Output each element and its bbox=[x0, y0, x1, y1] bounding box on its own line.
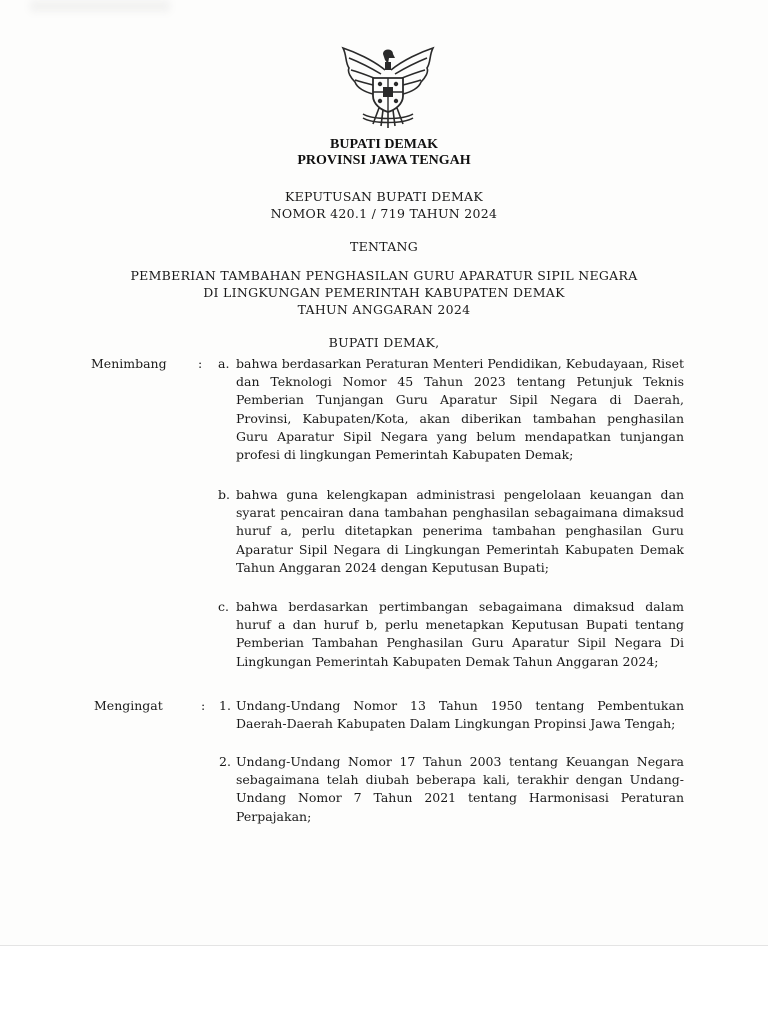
decree-number: NOMOR 420.1 / 719 TAHUN 2024 bbox=[270, 206, 498, 221]
considering-colon: : bbox=[198, 356, 203, 371]
decree-subject-line-1: PEMBERIAN TAMBAHAN PENGHASILAN GURU APARATUR SIPIL NEGARA bbox=[130, 268, 638, 283]
decree-title: KEPUTUSAN BUPATI DEMAK bbox=[284, 189, 484, 204]
recalling-item-2-text: Undang-Undang Nomor 17 Tahun 2003 tentang Keuangan Negara sebagaimana telah diubah beberapa kali, terakhir dengan Undang-Undang Nomor 7 Tahun 2021 tentang Harmonisasi Peraturan Perpajakan; bbox=[236, 754, 684, 824]
decree-subject-line-2: DI LINGKUNGAN PEMERINTAH KABUPATEN DEMAK bbox=[203, 285, 565, 300]
page-edge bbox=[0, 945, 768, 946]
garuda-emblem-icon bbox=[333, 40, 443, 132]
regent-heading: BUPATI DEMAK bbox=[330, 137, 438, 152]
scan-smudge bbox=[30, 0, 170, 12]
recalling-colon: : bbox=[201, 698, 206, 713]
considering-item-b-text: bahwa guna kelengkapan administrasi pengelolaan keuangan dan syarat pencairan dana tambahan penghasilan sebagaimana dimaksud huruf a, perlu ditetapkan penerima tambahan penghasilan Guru Aparatur Sipil Negara di Lingkungan Pemerintah Kabupaten Demak Tahun Anggaran 2024 dengan Keputusan Bupati; bbox=[236, 487, 684, 575]
considering-item-c-mark: c. bbox=[218, 599, 229, 614]
considering-item-b-mark: b. bbox=[218, 487, 230, 502]
recalling-item-1-mark: 1. bbox=[219, 698, 231, 713]
decree-about: TENTANG bbox=[349, 239, 419, 254]
decree-issuer: BUPATI DEMAK, bbox=[328, 335, 440, 350]
province-heading: PROVINSI JAWA TENGAH bbox=[297, 153, 471, 168]
decree-subject-line-3: TAHUN ANGGARAN 2024 bbox=[297, 302, 471, 317]
recalling-label: Mengingat bbox=[94, 698, 163, 713]
recalling-item-2-mark: 2. bbox=[219, 754, 231, 769]
considering-item-a-text: bahwa berdasarkan Peraturan Menteri Pendidikan, Kebudayaan, Riset dan Teknologi Nomor 45 Tahun 2023 tentang Petunjuk Teknis Pemberian Tunjangan Guru Aparatur Sipil Negara di Daerah, Provinsi, Kabupaten/Kota, akan diberikan tambahan penghasilan Guru Aparatur Sipil Negara yang belum mendapatkan tunjangan profesi di lingkungan Pemerintah Kabupaten Demak; bbox=[236, 356, 684, 463]
considering-item-a-mark: a. bbox=[218, 356, 230, 371]
recalling-item-1-text: Undang-Undang Nomor 13 Tahun 1950 tentang Pembentukan Daerah-Daerah Kabupaten Dalam Lingkungan Propinsi Jawa Tengah; bbox=[236, 698, 684, 732]
considering-label: Menimbang bbox=[91, 356, 167, 371]
considering-item-c-text: bahwa berdasarkan pertimbangan sebagaimana dimaksud dalam huruf a dan huruf b, perlu menetapkan Keputusan Bupati tentang Pemberian Tambahan Penghasilan Guru Aparatur Sipil Negara Di Lingkungan Pemerintah Kabupaten Demak Tahun Anggaran 2024; bbox=[236, 599, 684, 669]
